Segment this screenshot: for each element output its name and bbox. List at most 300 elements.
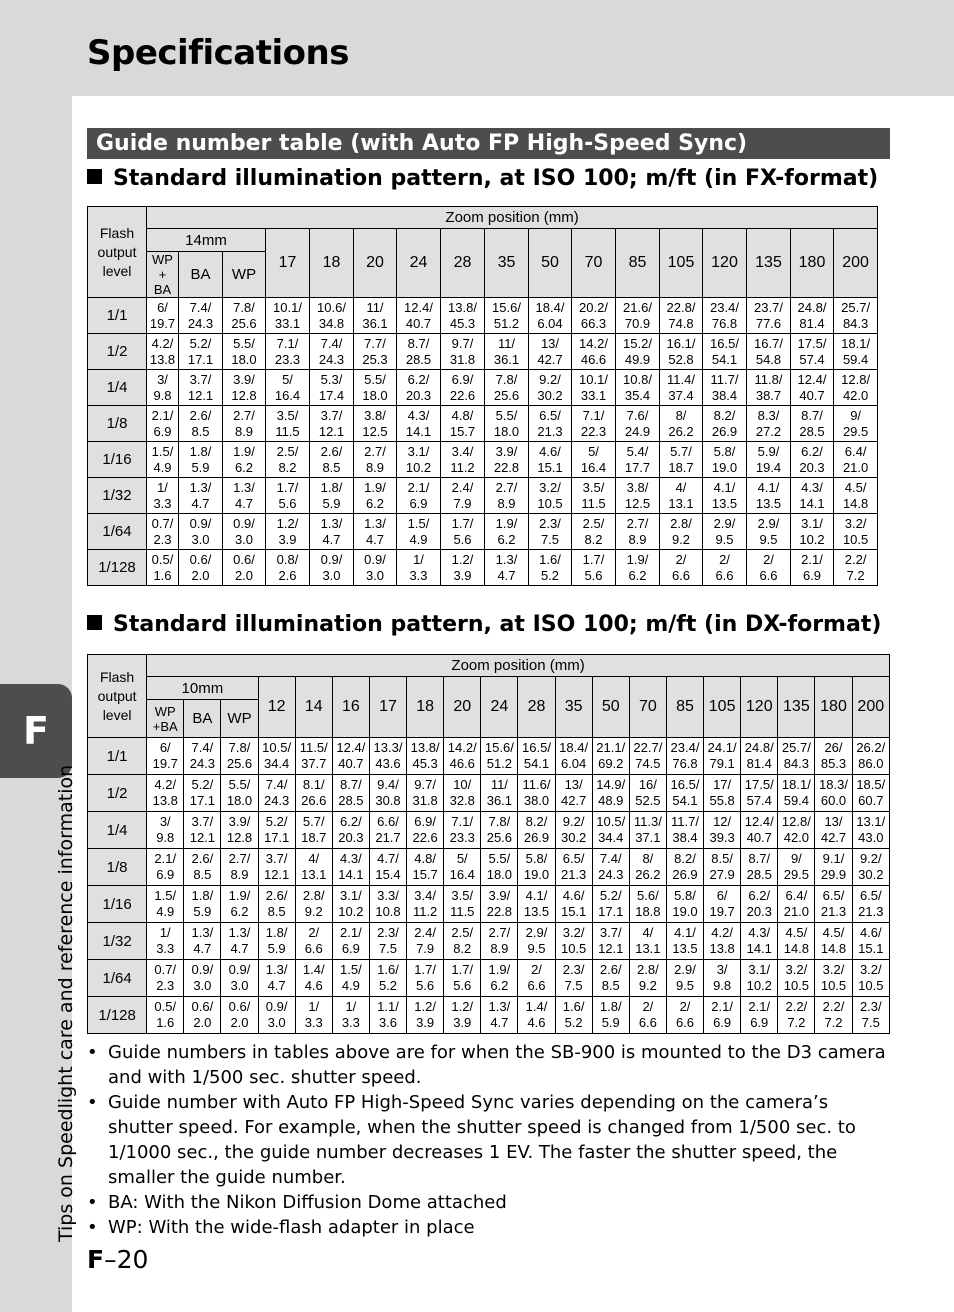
value-meters: 2.7/ [364, 443, 386, 459]
value-meters: 2.8/ [670, 515, 692, 531]
guide-number-cell [441, 514, 485, 550]
value-meters: 7.7/ [364, 335, 386, 351]
value-meters: 3/ [159, 814, 171, 829]
value-feet: 26.6 [301, 793, 327, 808]
value-meters: 4.1/ [713, 479, 736, 495]
value-meters: 0.6/ [228, 999, 251, 1014]
guide-number-cell [147, 442, 179, 478]
value-meters: 4.5/ [785, 925, 808, 940]
value-feet: 4.9 [156, 904, 175, 919]
guide-number-cell [184, 849, 221, 886]
value-feet: 40.7 [799, 387, 825, 403]
guide-number-cell [369, 812, 406, 849]
guide-number-cell [266, 298, 310, 334]
value-feet: 3.3 [341, 1015, 360, 1030]
value-feet: 8.9 [230, 867, 249, 882]
guide-number-cell [310, 514, 354, 550]
guide-number-cell [518, 775, 555, 812]
value-meters: 23.7/ [754, 299, 783, 315]
value-feet: 13.8 [152, 793, 178, 808]
guide-number-cell [815, 960, 852, 997]
guide-number-cell [481, 997, 518, 1034]
table-row [88, 442, 921, 478]
guide-number-cell [660, 406, 703, 442]
value-feet: 45.3 [412, 756, 438, 771]
zoom-column-header: 17 [266, 229, 310, 298]
zoom-column-header: 180 [815, 677, 852, 738]
value-meters: 2.7/ [495, 479, 518, 495]
value-feet: 46.6 [580, 351, 607, 367]
value-feet: 19.0 [711, 459, 738, 475]
value-feet: 84.3 [842, 315, 869, 331]
value-feet: 12.5 [624, 495, 651, 511]
zoom-column-header: 24 [481, 677, 518, 738]
guide-number-cell [834, 406, 878, 442]
note-item: • Guide number with Auto FP High-Speed Sync varies depending on the camera’s shutter speed. For example, when the shutter speed is changed from 1/500 sec. to 1/1000 sec., the guide number decreases 1 EV. The faster the shutter speed, the smaller the guide number. [87, 1090, 887, 1190]
value-meters: 9/ [850, 407, 862, 423]
table-row [88, 997, 890, 1034]
guide-number-cell [485, 442, 529, 478]
value-feet: 18.0 [486, 867, 513, 882]
guide-number-cell [221, 960, 258, 997]
value-feet: 5.9 [191, 459, 210, 475]
value-feet: 2.3 [153, 531, 172, 547]
value-feet: 4.9 [341, 978, 360, 993]
guide-number-cell [741, 960, 778, 997]
value-feet: 13.5 [523, 904, 550, 919]
value-feet: 66.3 [580, 315, 607, 331]
value-meters: 1.6/ [562, 999, 585, 1014]
value-meters: 23.4/ [670, 740, 700, 755]
zoom-column-header: 20 [354, 229, 397, 298]
value-feet: 57.4 [799, 351, 825, 367]
guide-number-cell [629, 849, 666, 886]
guide-number-cell [852, 960, 889, 997]
value-meters: 3.7/ [265, 851, 288, 866]
value-meters: 2.9/ [713, 515, 736, 531]
flash-level-label: 1/1 [88, 298, 147, 334]
value-meters: 2.7/ [626, 515, 649, 531]
value-meters: 1.5/ [407, 515, 430, 531]
flash-output-header [88, 655, 147, 738]
value-meters: 11/ [497, 335, 516, 351]
value-feet: 42.7 [820, 830, 847, 845]
value-meters: 2.3/ [562, 962, 585, 977]
value-feet: 29.9 [820, 867, 847, 882]
value-feet: 13.1 [668, 495, 694, 511]
value-meters: 14.2/ [579, 335, 608, 351]
section-title: Guide number table (with Auto FP High-Speed Sync) [87, 128, 890, 159]
guide-number-cell [592, 997, 629, 1034]
guide-number-cell [354, 406, 397, 442]
guide-number-cell [258, 923, 295, 960]
value-feet: 2.0 [193, 1015, 212, 1030]
guide-number-cell [852, 738, 889, 775]
value-feet: 30.2 [858, 867, 884, 882]
value-feet: 18.0 [362, 387, 388, 403]
value-meters: 1.7/ [414, 962, 436, 977]
guide-number-cell [741, 886, 778, 923]
value-meters: 5/ [588, 443, 599, 459]
guide-number-cell [295, 923, 332, 960]
value-feet: 15.7 [412, 867, 438, 882]
value-feet: 2.3 [156, 978, 175, 993]
value-meters: 5.2/ [189, 335, 212, 351]
value-meters: 26.2/ [856, 740, 886, 755]
value-feet: 24.9 [624, 423, 651, 439]
value-meters: 4/ [642, 925, 654, 940]
value-feet: 40.7 [405, 315, 432, 331]
value-feet: 24.3 [318, 351, 345, 367]
value-feet: 17.7 [624, 459, 651, 475]
flash-level-label: 1/1 [88, 738, 147, 775]
value-feet: 13.8 [709, 941, 735, 956]
value-feet: 6.9 [341, 941, 360, 956]
zoom-column-header: 180 [791, 229, 834, 298]
guide-number-cell [221, 738, 258, 775]
value-feet: 6.9 [156, 867, 175, 882]
value-feet: 9.5 [759, 531, 778, 547]
value-meters: 0.9/ [265, 999, 288, 1014]
value-meters: 5.3/ [320, 371, 343, 387]
guide-number-cell [147, 334, 179, 370]
table-row [88, 923, 890, 960]
value-feet: 6.6 [304, 941, 323, 956]
value-meters: 3.1/ [407, 443, 430, 459]
value-meters: 4/ [675, 479, 687, 495]
guide-number-cell [791, 442, 834, 478]
value-feet: 8.2 [584, 531, 603, 547]
value-feet: 13.5 [672, 941, 698, 956]
value-feet: 18.7 [668, 459, 694, 475]
value-feet: 9.2 [671, 531, 691, 547]
value-feet: 10.5 [842, 531, 869, 547]
guide-number-cell [397, 514, 441, 550]
value-meters: 13.8/ [410, 740, 440, 755]
guide-number-cell [147, 775, 184, 812]
value-meters: 2.7/ [233, 407, 255, 423]
value-meters: 26/ [824, 740, 843, 755]
fx-table-heading [87, 166, 878, 191]
value-feet: 22.6 [449, 387, 476, 403]
value-feet: 27.2 [755, 423, 782, 439]
value-feet: 7.9 [416, 941, 435, 956]
value-meters: 10.5/ [596, 814, 626, 829]
value-meters: 15.6/ [492, 299, 521, 315]
guide-number-cell [666, 849, 703, 886]
value-meters: 3.8/ [364, 407, 386, 423]
guide-number-cell [369, 997, 406, 1034]
value-feet: 8.9 [497, 495, 516, 511]
value-meters: 6.2/ [748, 888, 771, 903]
header-word: level [102, 706, 132, 723]
value-meters: 8.7/ [748, 851, 771, 866]
guide-number-cell [184, 775, 221, 812]
value-meters: 13/ [824, 814, 843, 829]
value-meters: 0.9/ [189, 515, 212, 531]
guide-number-cell [852, 923, 889, 960]
value-feet: 15.1 [858, 941, 884, 956]
square-bullet-icon [87, 615, 102, 630]
guide-number-cell [332, 886, 369, 923]
value-feet: 13.8 [149, 351, 176, 367]
table-row [88, 849, 890, 886]
guide-number-cell [310, 370, 354, 406]
zoom-position-header: Zoom position (mm) [147, 655, 890, 677]
value-feet: 19.7 [149, 315, 176, 331]
guide-number-cell [354, 478, 397, 514]
guide-number-cell [852, 849, 889, 886]
value-meters: 3.8/ [626, 479, 649, 495]
value-feet: 36.1 [362, 315, 388, 331]
value-feet: 25.6 [493, 387, 520, 403]
value-feet: 3.9 [416, 1015, 435, 1030]
note-item: • WP: With the wide-flash adapter in place [87, 1215, 887, 1240]
guide-number-cell [397, 442, 441, 478]
value-meters: 3.3/ [377, 888, 399, 903]
value-meters: 9.7/ [414, 777, 436, 792]
guide-number-cell [747, 370, 791, 406]
guide-number-cell [592, 849, 629, 886]
value-meters: 1.2/ [276, 515, 299, 531]
value-feet: 8.9 [234, 423, 254, 439]
value-feet: 37.7 [301, 756, 327, 771]
value-feet: 9.8 [713, 978, 732, 993]
value-meters: 10.8/ [623, 371, 652, 387]
guide-number-cell [184, 997, 221, 1034]
guide-number-cell [704, 960, 741, 997]
value-meters: 16.1/ [666, 335, 696, 351]
value-meters: 2.4/ [414, 925, 436, 940]
guide-number-cell [834, 478, 878, 514]
value-meters: 3.7/ [599, 925, 622, 940]
value-feet: 6.6 [675, 1015, 695, 1030]
zoom-position-header: Zoom position (mm) [147, 207, 878, 229]
guide-number-cell [258, 812, 295, 849]
guide-number-cell [529, 298, 572, 334]
value-meters: 1/ [413, 551, 424, 567]
value-feet: 3.9 [278, 531, 297, 547]
value-feet: 49.9 [624, 351, 651, 367]
value-feet: 31.8 [449, 351, 476, 367]
value-meters: 6.6/ [377, 814, 399, 829]
value-feet: 15.1 [537, 459, 563, 475]
value-meters: 1.8/ [265, 925, 288, 940]
value-meters: 1.3/ [233, 479, 255, 495]
guide-number-cell [407, 886, 444, 923]
header-word: BA [190, 266, 211, 283]
guide-number-cell [332, 997, 369, 1034]
guide-number-cell [295, 775, 332, 812]
guide-number-cell [223, 478, 266, 514]
value-feet: 6.2 [230, 904, 249, 919]
value-feet: 13.1 [301, 867, 327, 882]
value-feet: 20.3 [338, 830, 364, 845]
value-meters: 0.6/ [191, 999, 214, 1014]
value-feet: 10.8 [375, 904, 401, 919]
guide-number-cell [518, 886, 555, 923]
value-feet: 51.2 [486, 756, 513, 771]
value-meters: 5.5/ [488, 851, 511, 866]
guide-number-cell [704, 738, 741, 775]
header-row [88, 677, 890, 700]
value-meters: 6.9/ [451, 371, 474, 387]
value-feet: 17.1 [189, 793, 216, 808]
value-meters: 11.6/ [522, 777, 551, 792]
guide-number-cell [179, 478, 223, 514]
value-meters: 3.5/ [451, 888, 474, 903]
guide-number-cell [666, 812, 703, 849]
value-feet: 4.7 [230, 941, 249, 956]
guide-number-cell [834, 514, 878, 550]
guide-number-cell [266, 478, 310, 514]
value-feet: 3.3 [304, 1015, 323, 1030]
guide-number-cell [295, 886, 332, 923]
value-meters: 4/ [308, 851, 320, 866]
guide-number-cell [485, 550, 529, 586]
guide-number-cell [592, 812, 629, 849]
guide-number-cell [407, 738, 444, 775]
value-feet: 15.7 [449, 423, 476, 439]
dx-guide-number-table [87, 654, 890, 1034]
value-meters: 5.8/ [674, 888, 696, 903]
guide-number-cell [354, 550, 397, 586]
value-meters: 9.1/ [822, 851, 845, 866]
value-feet: 2.0 [230, 1015, 249, 1030]
value-meters: 1.8/ [189, 443, 212, 459]
value-meters: 5/ [456, 851, 468, 866]
guide-number-cell [555, 886, 592, 923]
value-meters: 7.1/ [582, 407, 605, 423]
value-meters: 5.8/ [713, 443, 736, 459]
guide-number-cell [184, 812, 221, 849]
value-meters: 2/ [679, 999, 691, 1014]
value-meters: 5.6/ [637, 888, 659, 903]
guide-number-cell [815, 812, 852, 849]
flash-level-label: 1/8 [88, 849, 147, 886]
guide-number-cell [354, 370, 397, 406]
value-feet: 12.1 [187, 387, 214, 403]
value-feet: 28.5 [799, 423, 825, 439]
guide-number-cell [518, 812, 555, 849]
value-meters: 2.1/ [801, 551, 823, 567]
guide-number-cell [184, 923, 221, 960]
value-meters: 4.1/ [674, 925, 696, 940]
value-feet: 4.7 [490, 1015, 509, 1030]
value-meters: 3.2/ [562, 925, 585, 940]
guide-number-cell [629, 960, 666, 997]
value-meters: 21.1/ [596, 740, 626, 755]
header-word: WP + [152, 252, 173, 282]
guide-number-cell [660, 442, 703, 478]
guide-number-cell [179, 334, 223, 370]
value-meters: 18.3/ [819, 777, 848, 792]
value-meters: 3.7/ [189, 371, 212, 387]
value-meters: 12.4/ [336, 740, 366, 755]
value-feet: 12.1 [263, 867, 290, 882]
value-meters: 22.7/ [633, 740, 663, 755]
zoom-column-header: 28 [518, 677, 555, 738]
value-meters: 4.2/ [711, 925, 733, 940]
zoom-column-header: 35 [485, 229, 529, 298]
value-meters: 0.9/ [364, 551, 386, 567]
table-row [88, 514, 921, 550]
value-feet: 79.1 [709, 756, 735, 771]
guide-number-cell [258, 997, 295, 1034]
value-feet: 11.2 [450, 459, 475, 475]
guide-number-cell [791, 514, 834, 550]
guide-number-cell [518, 960, 555, 997]
guide-number-cell [369, 738, 406, 775]
value-meters: 2.2/ [822, 999, 845, 1014]
value-feet: 70.9 [624, 315, 651, 331]
value-meters: 3.2/ [844, 515, 867, 531]
table-row [88, 370, 921, 406]
guide-number-cell [791, 550, 834, 586]
value-meters: 6.5/ [859, 888, 882, 903]
value-feet: 22.8 [493, 459, 520, 475]
value-feet: 29.5 [842, 423, 869, 439]
guide-number-cell [616, 550, 660, 586]
value-meters: 2.1/ [407, 479, 430, 495]
value-feet: 6.04 [560, 756, 587, 771]
value-feet: 10.5 [858, 978, 884, 993]
value-meters: 17.5/ [797, 335, 827, 351]
value-feet: 8.5 [322, 459, 341, 475]
value-feet: 28.5 [746, 867, 772, 882]
guide-number-cell [852, 886, 889, 923]
dx-heading-text: Standard illumination pattern, at ISO 100; m/ft (in DX-format) [113, 612, 882, 637]
guide-number-cell [397, 406, 441, 442]
guide-number-cell [518, 738, 555, 775]
guide-number-cell [147, 550, 179, 586]
value-meters: 4.1/ [757, 479, 780, 495]
value-meters: 3.4/ [451, 443, 474, 459]
value-feet: 3.0 [365, 567, 385, 583]
value-feet: 4.7 [267, 978, 286, 993]
guide-number-cell [223, 442, 266, 478]
value-meters: 16.5/ [522, 740, 551, 755]
value-meters: 23.4/ [710, 299, 739, 315]
value-meters: 1.7/ [582, 551, 605, 567]
value-meters: 10.6/ [317, 299, 346, 315]
guide-number-cell [266, 442, 310, 478]
value-feet: 6.9 [409, 495, 428, 511]
widest-zoom-header: 10mm [147, 677, 258, 700]
value-feet: 22.6 [412, 830, 438, 845]
value-meters: 2.3/ [859, 999, 882, 1014]
value-feet: 4.7 [234, 495, 254, 511]
guide-number-cell [616, 478, 660, 514]
guide-number-cell [592, 960, 629, 997]
guide-number-cell [184, 960, 221, 997]
value-meters: 2.1/ [340, 925, 362, 940]
value-feet: 52.8 [668, 351, 694, 367]
value-feet: 86.0 [858, 756, 884, 771]
guide-number-cell [332, 923, 369, 960]
value-meters: 2/ [763, 551, 774, 567]
value-meters: 4.8/ [414, 851, 436, 866]
value-meters: 1/ [345, 999, 357, 1014]
value-feet: 9.5 [675, 978, 695, 993]
notes-list [87, 1040, 887, 1240]
guide-number-cell [258, 738, 295, 775]
value-meters: 5.5/ [228, 777, 251, 792]
value-feet: 24.3 [263, 793, 290, 808]
guide-number-cell [747, 334, 791, 370]
value-feet: 6.9 [802, 567, 822, 583]
value-meters: 3.2/ [785, 962, 808, 977]
